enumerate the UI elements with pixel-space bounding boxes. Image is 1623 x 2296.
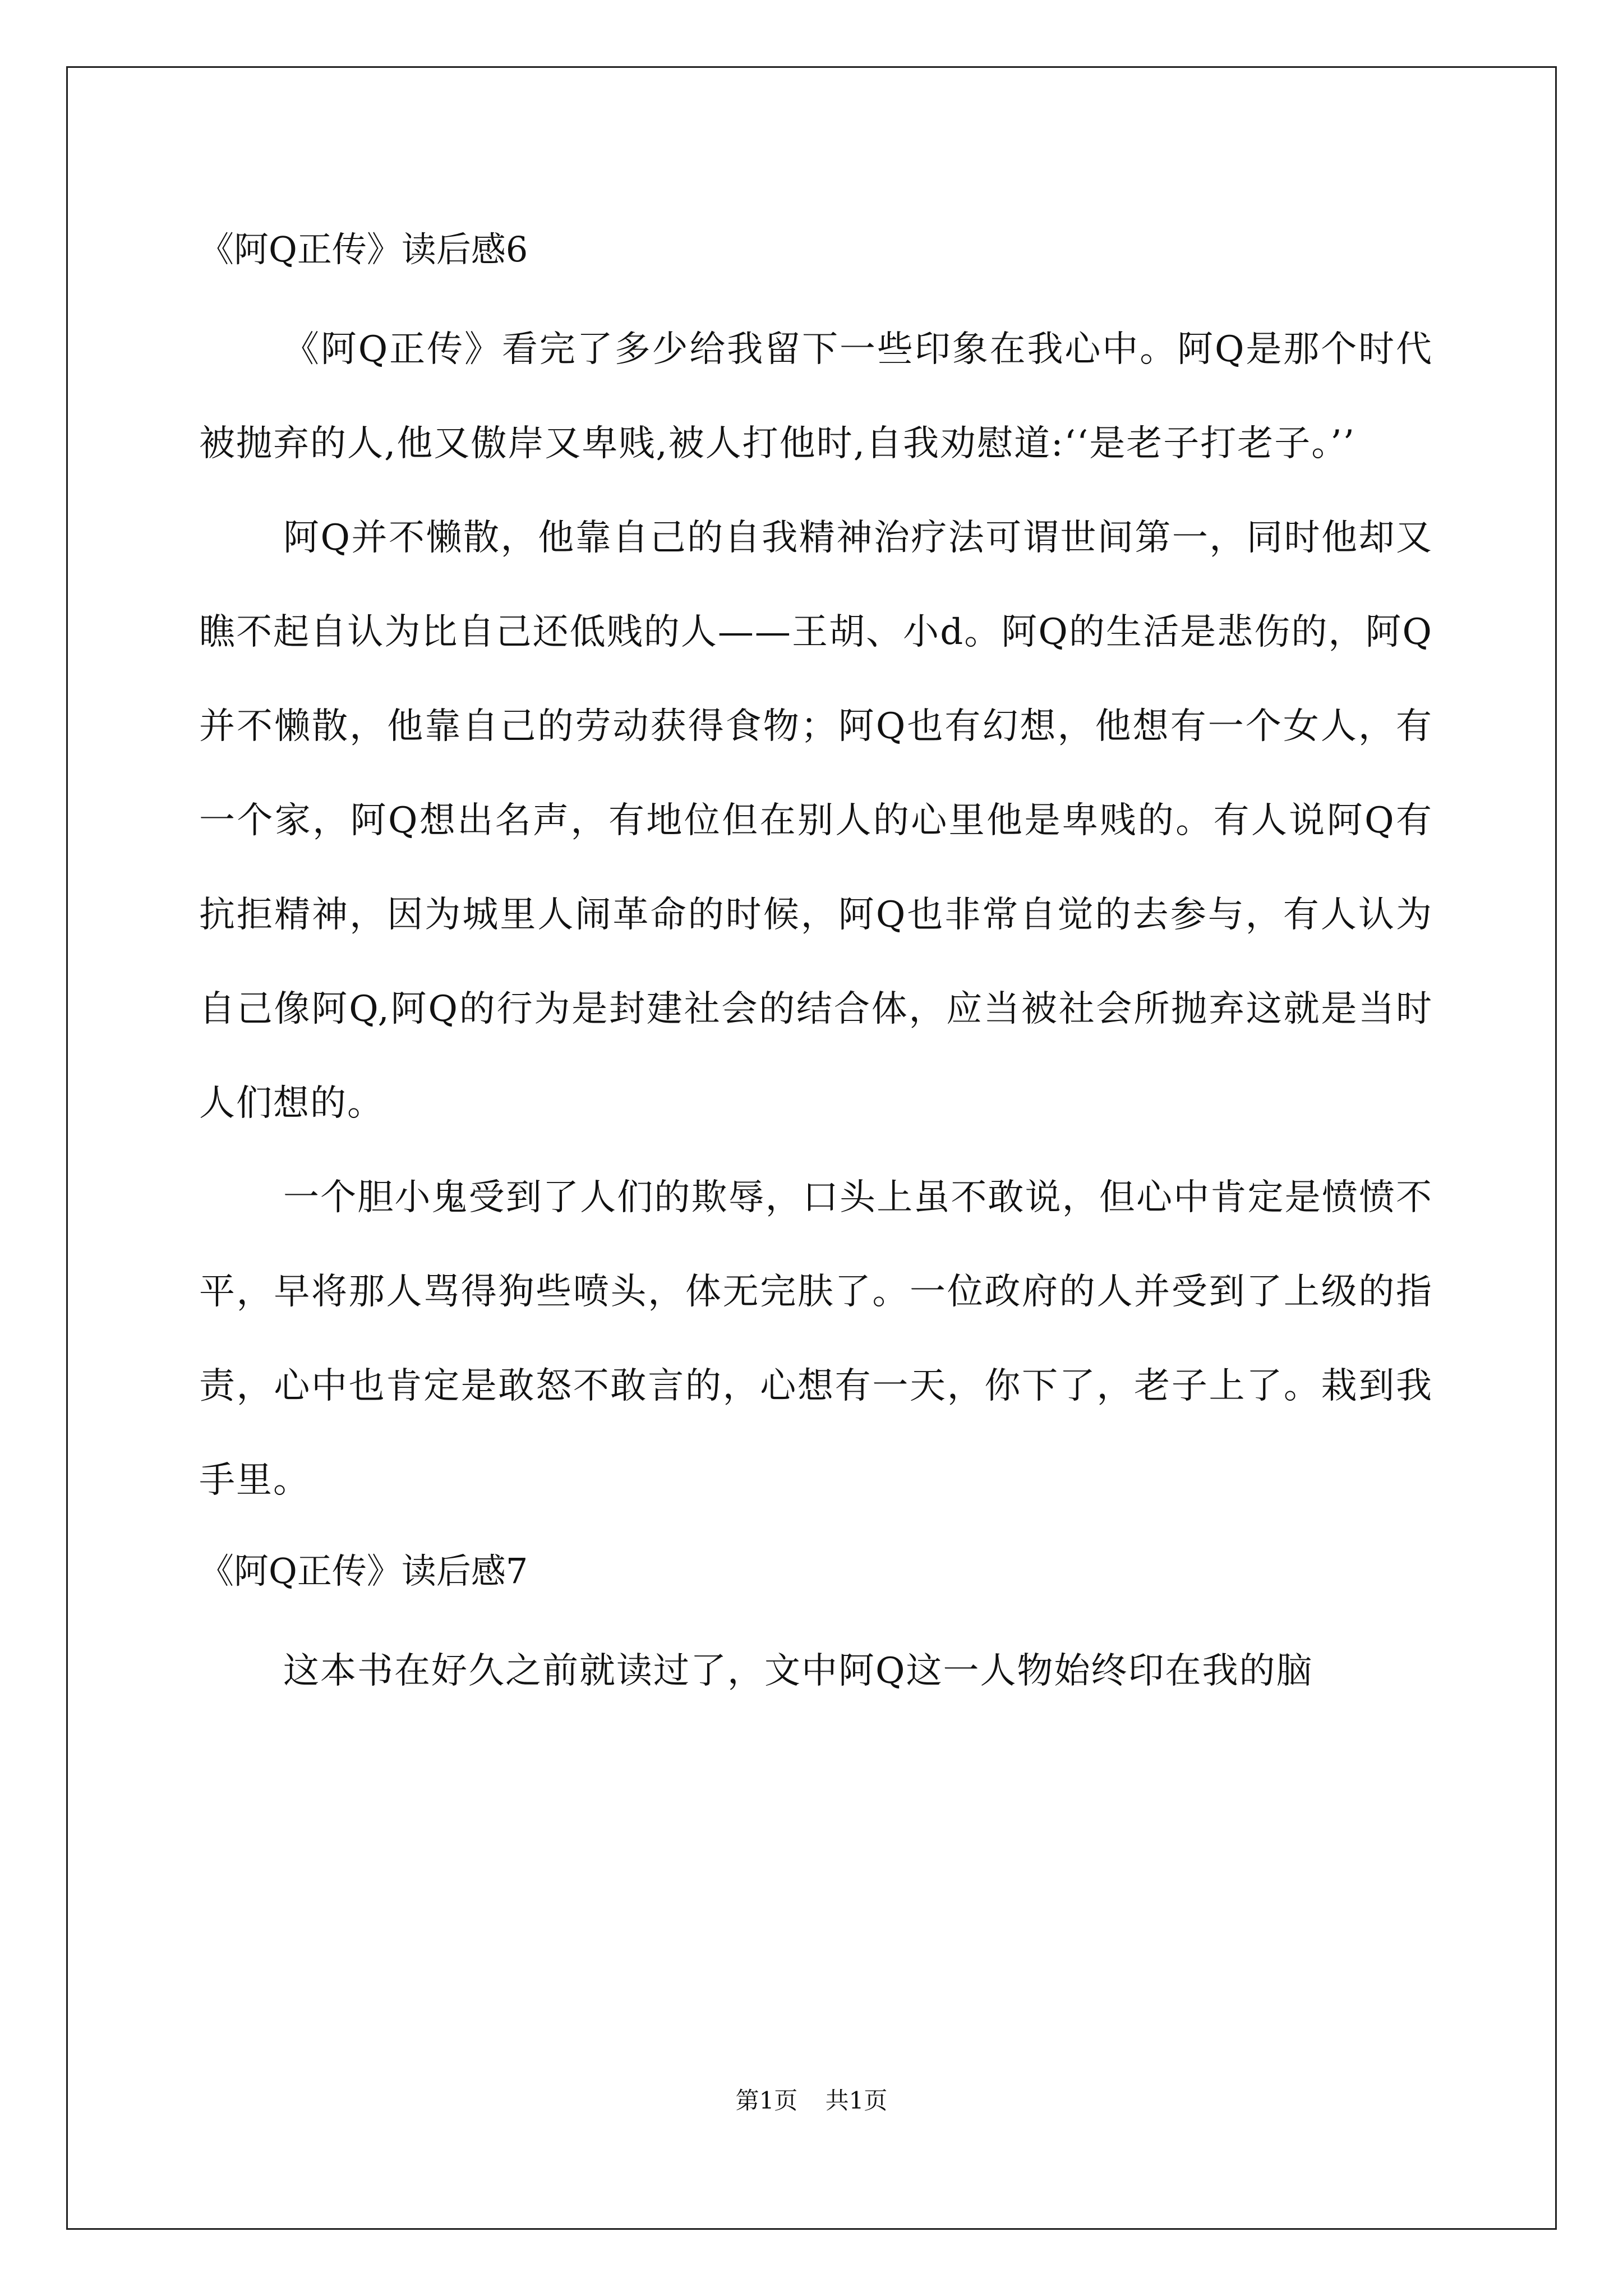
paragraph: 《阿Q正传》看完了多少给我留下一些印象在我心中。阿Q是那个时代被抛弃的人,他又傲岸又卑贱,被人打他时,自我劝慰道:‘‘是老子打老子。’’ <box>199 329 1433 464</box>
paragraph: 阿Q并不懒散，他靠自己的自我精神治疗法可谓世间第一，同时他却又瞧不起自认为比自己还低贱的人——王胡、小d。阿Q的生活是悲伤的，阿Q并不懒散，他靠自己的劳动获得食物；阿Q也有幻想，他想有一个女人，有一个家，阿Q想出名声，有地位但在别人的心里他是卑贱的。有人说阿Q有抗拒精神，因为城里人闹革命的时候，阿Q也非常自觉的去参与，有人认为自己像阿Q,阿Q的行为是封建社会的结合体，应当被社会所抛弃这就是当时人们想的。 <box>199 517 1433 1124</box>
page-total: 共1页 <box>825 2087 888 2114</box>
paragraph: 一个胆小鬼受到了人们的欺辱，口头上虽不敢说，但心中肯定是愤愤不平，早将那人骂得狗些喷头，体无完肤了。一位政府的人并受到了上级的指责，心中也肯定是敢怒不敢言的，心想有一天，你下了，老子上了。栽到我手里。 <box>199 1177 1433 1501</box>
section-title: 《阿Q正传》读后感7 <box>199 1550 528 1591</box>
section-title: 《阿Q正传》读后感6 <box>199 229 528 270</box>
document-body <box>199 216 1433 1718</box>
page-number: 第1页 <box>735 2087 798 2114</box>
page-footer <box>0 2082 1623 2116</box>
paragraph: 这本书在好久之前就读过了，文中阿Q这一人物始终印在我的脑 <box>283 1650 1313 1692</box>
